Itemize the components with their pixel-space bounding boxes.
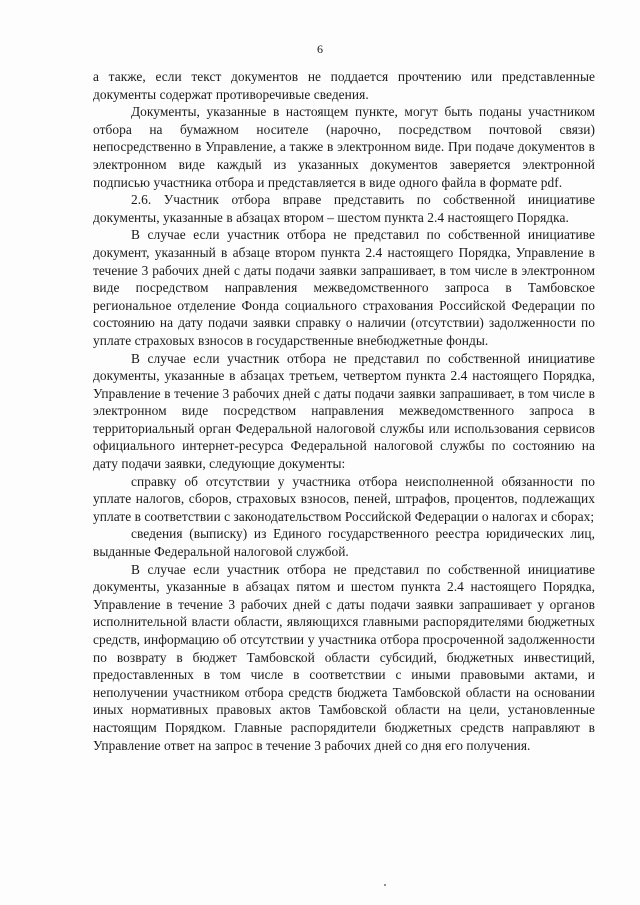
paragraph: В случае если участник отбора не представил по собственной инициативе документы, указанные в абзацах третьем, четвертом пункта 2.4 настоящего Порядка, Управление в течение 3 рабочих дней с даты подачи заявки запрашивает, в том числе в электронном виде посредством направления межведомственного запроса в территориальный орган Федеральной налоговой службы или использования сервисов официального интернет-ресурса Федеральной налоговой службы по состоянию на дату подачи заявки, следующие документы:: [93, 350, 595, 472]
paragraph: В случае если участник отбора не представил по собственной инициативе документ, указанный в абзаце втором пункта 2.4 настоящего Порядка, Управление в течение 3 рабочих дней с даты подачи заявки запрашивает, в том числе в электронном виде посредством направления межведомственного запроса в Тамбовское региональное отделение Фонда социального страхования Российской Федерации по состоянию на дату подачи заявки справку о наличии (отсутствии) задолженности по уплате страховых взносов в государственные внебюджетные фонды.: [93, 227, 595, 348]
page-number: 6: [317, 42, 323, 56]
document-body: [93, 68, 595, 754]
paragraph: В случае если участник отбора не представил по собственной инициативе документы, указанные в абзацах пятом и шестом пункта 2.4 настоящего Порядка, Управление в течение 3 рабочих дней с даты подачи заявки запрашивает у органов исполнительной власти области, являющихся главными распорядителями бюджетных средств, информацию об отсутствии у участника отбора просроченной задолженности по возврату в бюджет Тамбовской области субсидий, бюджетных инвестиций, предоставленных в том числе в соответствии с иными правовыми актами, и неполучении участником отбора средств бюджета Тамбовской области на основании иных нормативных правовых актов Тамбовской области на цели, установленные настоящим Порядком. Главные распорядители бюджетных средств направляют в Управление ответ на запрос в течение 3 рабочих дней со дня его получения.: [93, 561, 595, 753]
paragraph: а также, если текст документов не поддается прочтению или представленные документы содержат противоречивые сведения.: [93, 69, 595, 102]
paragraph: Документы, указанные в настоящем пункте, могут быть поданы участником отбора на бумажном носителе (нарочно, посредством почтовой связи) непосредственно в Управление, а также в электронном виде. При подаче документов в электронном виде каждый из указанных документов заверяется электронной подписью участника отбора и представляется в виде одного файла в формате pdf.: [93, 104, 595, 190]
paragraph: справку об отсутствии у участника отбора неисполненной обязанности по уплате налогов, сборов, страховых взносов, пеней, штрафов, процентов, подлежащих уплате в соответствии с законодательством Российской Федерации о налогах и сборах;: [93, 473, 595, 524]
scan-speck: [384, 884, 386, 886]
paragraph: 2.6. Участник отбора вправе представить по собственной инициативе документы, указанные в абзацах втором – шестом пункта 2.4 настоящего Порядка.: [93, 192, 595, 225]
paragraph: сведения (выписку) из Единого государственного реестра юридических лиц, выданные Федеральной налоговой службой.: [93, 526, 595, 560]
